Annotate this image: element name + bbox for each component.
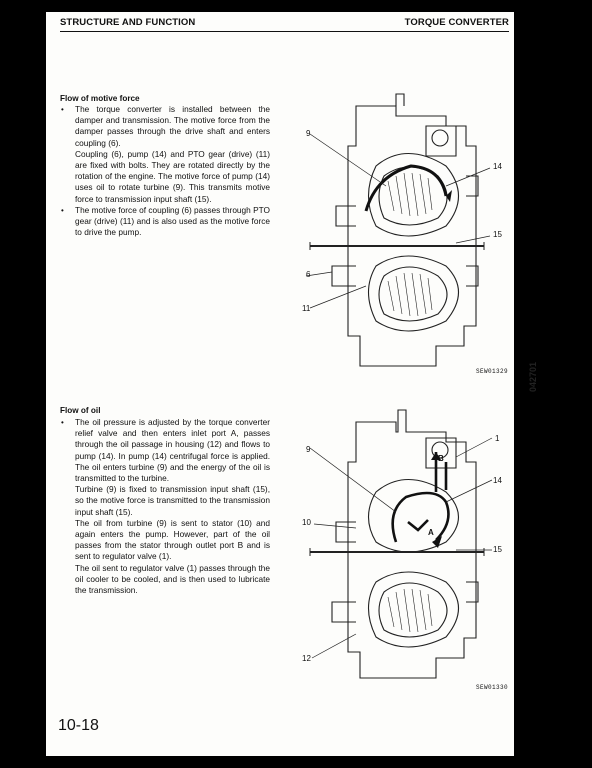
callout-14: 14 bbox=[493, 476, 502, 485]
callout-6: 6 bbox=[306, 270, 311, 279]
motive-force-bullets bbox=[60, 104, 270, 238]
callout-port-b: B bbox=[438, 454, 444, 463]
figure-code: SEW01329 bbox=[476, 368, 509, 375]
page-number: 10-18 bbox=[58, 717, 99, 734]
bullet-item bbox=[60, 417, 270, 596]
callout-9: 9 bbox=[306, 445, 311, 454]
bullet-paragraph: Turbine (9) is fixed to transmission input shaft (15), so the motive force is transmitted to the transmission input shaft (15). bbox=[75, 484, 270, 517]
torque-converter-figure-oil-flow bbox=[296, 402, 508, 694]
side-code: 042701 bbox=[528, 361, 538, 392]
bullet-item bbox=[60, 205, 270, 239]
torque-converter-figure-motive-force bbox=[296, 86, 508, 386]
bullet-paragraph: Coupling (6), pump (14) and PTO gear (drive) (11) are fixed with bolts. They are rotated directly by the rotation of the engine. The motive force of pump (14) uses oil to rotate turbine (9). This transmits motive force to transmission input shaft (15). bbox=[75, 148, 270, 204]
callout-12: 12 bbox=[302, 654, 311, 663]
callout-11: 11 bbox=[302, 304, 311, 313]
callout-port-a: A bbox=[428, 528, 434, 537]
bullet-item bbox=[60, 104, 270, 205]
bullet-paragraph: • The torque converter is installed between the damper and transmission. The motive force from the damper passes through the drive shaft and enters coupling (6). bbox=[75, 104, 270, 148]
bullet-paragraph: • The oil pressure is adjusted by the torque converter relief valve and then enters inlet port A, passes through the oil passage in housing (12) and flows to pump (14). In pump (14) centrifugal force is applied. The oil enters turbine (9) and the energy of the oil is transmitted to the turbine. bbox=[75, 417, 270, 484]
callout-15: 15 bbox=[493, 545, 502, 554]
section-title-flow-of-oil: Flow of oil bbox=[60, 406, 101, 415]
bullet-paragraph: The oil sent to regulator valve (1) passes through the oil cooler to be cooled, and is then used to lubricate the transmission. bbox=[75, 562, 270, 596]
callout-14: 14 bbox=[493, 162, 502, 171]
header-topic-title: TORQUE CONVERTER bbox=[404, 17, 509, 28]
figure-code: SEW01330 bbox=[476, 684, 509, 691]
callout-15: 15 bbox=[493, 230, 502, 239]
section-title-motive-force: Flow of motive force bbox=[60, 94, 140, 103]
callout-1: 1 bbox=[495, 434, 500, 443]
callout-10: 10 bbox=[302, 518, 311, 527]
header-section-title: STRUCTURE AND FUNCTION bbox=[60, 17, 196, 28]
bullet-paragraph: The oil from turbine (9) is sent to stator (10) and again enters the pump. However, part of the oil passes from the stator through outlet port B and is sent to regulator valve (1). bbox=[75, 517, 270, 562]
header-rule bbox=[60, 31, 509, 32]
oil-flow-bullets bbox=[60, 417, 270, 596]
callout-9: 9 bbox=[306, 129, 311, 138]
bullet-paragraph: • The motive force of coupling (6) passes through PTO gear (drive) (11) and is also used as the motive force to drive the pump. bbox=[75, 204, 270, 238]
